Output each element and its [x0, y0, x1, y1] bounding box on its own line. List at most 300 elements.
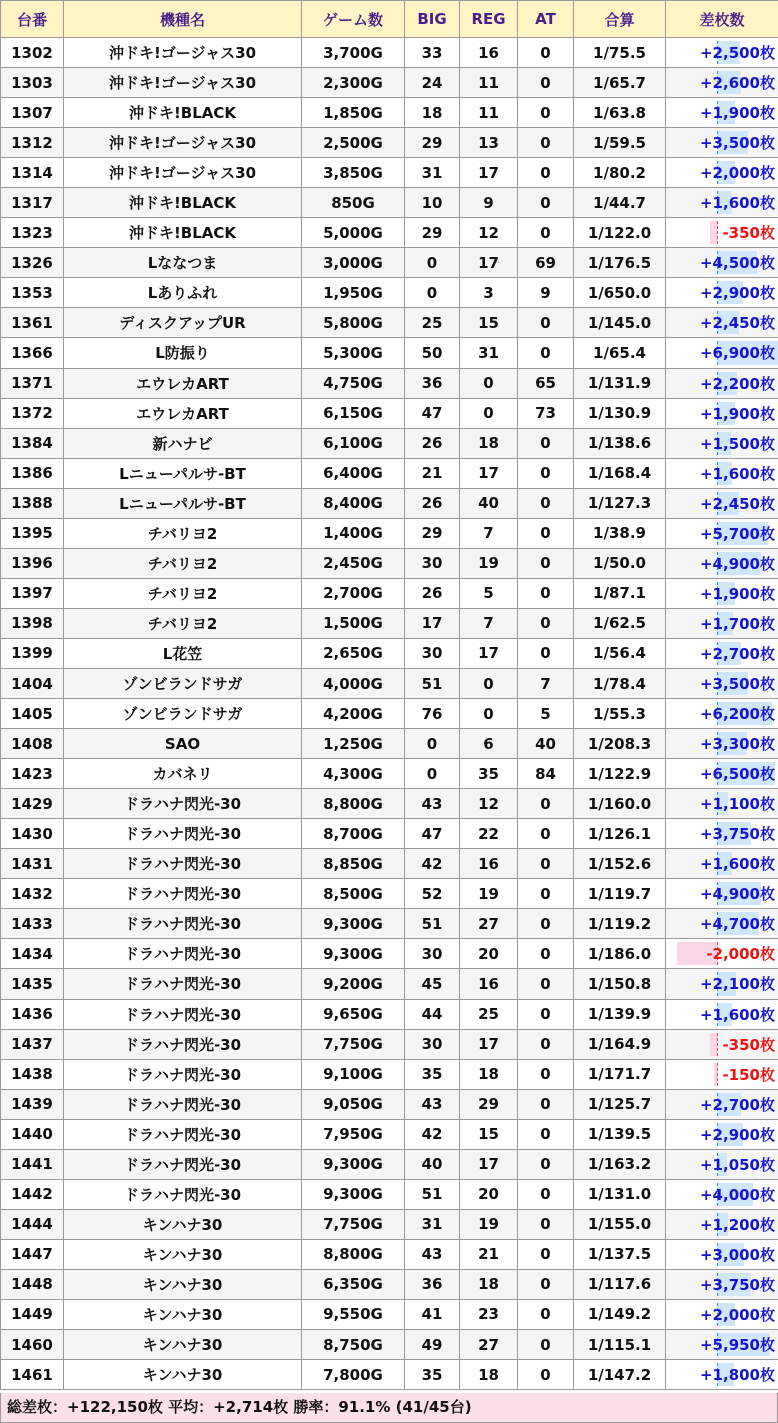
table-row: [1, 1089, 778, 1119]
at-cell: 0: [518, 38, 574, 68]
machine-number-cell: 1431: [1, 849, 64, 879]
combined-cell: 1/115.1: [574, 1330, 666, 1360]
machine-number-cell: 1396: [1, 548, 64, 578]
difference-cell: [666, 458, 778, 488]
combined-cell: 1/650.0: [574, 278, 666, 308]
combined-cell: 1/147.2: [574, 1360, 666, 1390]
difference-value: +2,700枚: [699, 644, 775, 663]
game-count-cell: 8,850G: [302, 849, 405, 879]
difference-cell: [666, 518, 778, 548]
combined-cell: 1/208.3: [574, 729, 666, 759]
combined-cell: 1/137.5: [574, 1239, 666, 1269]
table-row: [1, 909, 778, 939]
header-big: BIG: [405, 1, 460, 38]
difference-cell: [666, 68, 778, 98]
difference-cell: [666, 939, 778, 969]
table-row: [1, 38, 778, 68]
model-name-cell: ドラハナ閃光-30: [64, 909, 302, 939]
table-row: [1, 879, 778, 909]
machine-number-cell: 1434: [1, 939, 64, 969]
machine-number-cell: 1435: [1, 969, 64, 999]
difference-value: +4,700枚: [699, 915, 775, 934]
reg-cell: 0: [460, 668, 518, 698]
big-cell: 76: [405, 699, 460, 729]
machine-number-cell: 1372: [1, 398, 64, 428]
combined-cell: 1/152.6: [574, 849, 666, 879]
table-row: [1, 759, 778, 789]
reg-cell: 29: [460, 1089, 518, 1119]
at-cell: 0: [518, 969, 574, 999]
at-cell: 0: [518, 218, 574, 248]
at-cell: 0: [518, 188, 574, 218]
combined-cell: 1/155.0: [574, 1209, 666, 1239]
reg-cell: 16: [460, 38, 518, 68]
table-row: [1, 338, 778, 368]
at-cell: 0: [518, 1330, 574, 1360]
combined-cell: 1/122.0: [574, 218, 666, 248]
machine-number-cell: 1386: [1, 458, 64, 488]
big-cell: 45: [405, 969, 460, 999]
game-count-cell: 2,700G: [302, 578, 405, 608]
game-count-cell: 3,700G: [302, 38, 405, 68]
machine-number-cell: 1326: [1, 248, 64, 278]
machine-number-cell: 1323: [1, 218, 64, 248]
reg-cell: 18: [460, 428, 518, 458]
combined-cell: 1/139.5: [574, 1119, 666, 1149]
model-name-cell: キンハナ30: [64, 1269, 302, 1299]
reg-cell: 18: [460, 1360, 518, 1390]
difference-value: +2,450枚: [699, 494, 775, 513]
combined-cell: 1/62.5: [574, 608, 666, 638]
difference-cell: [666, 879, 778, 909]
at-cell: 65: [518, 368, 574, 398]
reg-cell: 16: [460, 969, 518, 999]
big-cell: 29: [405, 518, 460, 548]
big-cell: 36: [405, 1269, 460, 1299]
reg-cell: 17: [460, 248, 518, 278]
big-cell: 30: [405, 939, 460, 969]
model-name-cell: ドラハナ閃光-30: [64, 1089, 302, 1119]
at-cell: 69: [518, 248, 574, 278]
difference-value: +1,200枚: [699, 1215, 775, 1234]
reg-cell: 35: [460, 759, 518, 789]
reg-cell: 19: [460, 879, 518, 909]
difference-value: +3,750枚: [699, 825, 775, 844]
reg-cell: 11: [460, 68, 518, 98]
big-cell: 43: [405, 1089, 460, 1119]
machine-number-cell: 1388: [1, 488, 64, 518]
at-cell: 0: [518, 608, 574, 638]
difference-cell: [666, 1269, 778, 1299]
combined-cell: 1/149.2: [574, 1299, 666, 1329]
model-name-cell: Lニューパルサ-BT: [64, 458, 302, 488]
table-row: [1, 218, 778, 248]
difference-cell: [666, 1149, 778, 1179]
game-count-cell: 4,000G: [302, 668, 405, 698]
reg-cell: 0: [460, 398, 518, 428]
reg-cell: 15: [460, 1119, 518, 1149]
difference-cell: [666, 1299, 778, 1329]
model-name-cell: エウレカART: [64, 398, 302, 428]
difference-cell: [666, 578, 778, 608]
big-cell: 51: [405, 668, 460, 698]
table-row: [1, 789, 778, 819]
machine-number-cell: 1433: [1, 909, 64, 939]
big-cell: 30: [405, 1029, 460, 1059]
game-count-cell: 2,450G: [302, 548, 405, 578]
difference-cell: [666, 759, 778, 789]
difference-value: +2,100枚: [699, 975, 775, 994]
model-name-cell: ゾンビランドサガ: [64, 699, 302, 729]
machine-number-cell: 1444: [1, 1209, 64, 1239]
difference-value: +3,300枚: [699, 735, 775, 754]
model-name-cell: 沖ドキ!ゴージャス30: [64, 158, 302, 188]
big-cell: 47: [405, 398, 460, 428]
game-count-cell: 2,500G: [302, 128, 405, 158]
difference-value: +1,900枚: [699, 104, 775, 123]
big-cell: 10: [405, 188, 460, 218]
big-cell: 35: [405, 1059, 460, 1089]
difference-cell: [666, 398, 778, 428]
combined-cell: 1/65.4: [574, 338, 666, 368]
reg-cell: 12: [460, 218, 518, 248]
difference-cell: [666, 849, 778, 879]
difference-cell: [666, 248, 778, 278]
difference-value: +1,100枚: [699, 795, 775, 814]
difference-value: -150枚: [722, 1065, 775, 1084]
at-cell: 0: [518, 458, 574, 488]
difference-value: +3,750枚: [699, 1275, 775, 1294]
machine-number-cell: 1437: [1, 1029, 64, 1059]
difference-value: +2,450枚: [699, 314, 775, 333]
big-cell: 21: [405, 458, 460, 488]
difference-value: +3,500枚: [699, 675, 775, 693]
machine-number-cell: 1314: [1, 158, 64, 188]
reg-cell: 7: [460, 608, 518, 638]
difference-value: +1,900枚: [699, 584, 775, 603]
difference-value: +1,600枚: [699, 1005, 775, 1024]
game-count-cell: 4,200G: [302, 699, 405, 729]
combined-cell: 1/126.1: [574, 819, 666, 849]
difference-value: +6,900枚: [699, 344, 775, 363]
difference-cell: [666, 188, 778, 218]
big-cell: 30: [405, 638, 460, 668]
big-cell: 43: [405, 1239, 460, 1269]
table-row: [1, 1360, 778, 1390]
big-cell: 31: [405, 1209, 460, 1239]
table-row: [1, 1299, 778, 1329]
difference-cell: [666, 308, 778, 338]
difference-cell: [666, 1239, 778, 1269]
difference-value: +1,700枚: [699, 614, 775, 633]
difference-cell: [666, 1330, 778, 1360]
machine-number-cell: 1460: [1, 1330, 64, 1360]
table-row: [1, 1119, 778, 1149]
model-name-cell: チバリヨ2: [64, 548, 302, 578]
combined-cell: 1/119.2: [574, 909, 666, 939]
combined-cell: 1/65.7: [574, 68, 666, 98]
model-name-cell: ドラハナ閃光-30: [64, 999, 302, 1029]
difference-cell: [666, 338, 778, 368]
model-name-cell: Lありふれ: [64, 278, 302, 308]
machine-number-cell: 1408: [1, 729, 64, 759]
combined-cell: 1/160.0: [574, 789, 666, 819]
at-cell: 0: [518, 1119, 574, 1149]
model-name-cell: 沖ドキ!BLACK: [64, 98, 302, 128]
table-row: [1, 819, 778, 849]
reg-cell: 17: [460, 458, 518, 488]
reg-cell: 7: [460, 518, 518, 548]
difference-value: +2,000枚: [699, 1305, 775, 1324]
reg-cell: 27: [460, 909, 518, 939]
difference-value: +3,500枚: [699, 134, 775, 153]
machine-number-cell: 1442: [1, 1179, 64, 1209]
big-cell: 36: [405, 368, 460, 398]
combined-cell: 1/63.8: [574, 98, 666, 128]
game-count-cell: 4,300G: [302, 759, 405, 789]
difference-cell: [666, 1059, 778, 1089]
table-header-row: [1, 1, 778, 38]
game-count-cell: 5,300G: [302, 338, 405, 368]
model-name-cell: ドラハナ閃光-30: [64, 1029, 302, 1059]
model-name-cell: 沖ドキ!BLACK: [64, 188, 302, 218]
table-row: [1, 128, 778, 158]
game-count-cell: 8,800G: [302, 789, 405, 819]
combined-cell: 1/125.7: [574, 1089, 666, 1119]
table-row: [1, 1059, 778, 1089]
at-cell: 73: [518, 398, 574, 428]
machine-number-cell: 1432: [1, 879, 64, 909]
game-count-cell: 1,850G: [302, 98, 405, 128]
machine-number-cell: 1405: [1, 699, 64, 729]
at-cell: 0: [518, 488, 574, 518]
machine-number-cell: 1449: [1, 1299, 64, 1329]
machine-number-cell: 1423: [1, 759, 64, 789]
combined-cell: 1/176.5: [574, 248, 666, 278]
machine-number-cell: 1361: [1, 308, 64, 338]
big-cell: 29: [405, 128, 460, 158]
game-count-cell: 9,100G: [302, 1059, 405, 1089]
table-row: [1, 729, 778, 759]
difference-cell: [666, 729, 778, 759]
at-cell: 0: [518, 1179, 574, 1209]
difference-value: +1,050枚: [699, 1155, 775, 1174]
big-cell: 33: [405, 38, 460, 68]
game-count-cell: 9,300G: [302, 909, 405, 939]
game-count-cell: 6,350G: [302, 1269, 405, 1299]
difference-cell: [666, 789, 778, 819]
game-count-cell: 9,200G: [302, 969, 405, 999]
difference-cell: [666, 608, 778, 638]
difference-value: +4,900枚: [699, 554, 775, 573]
reg-cell: 17: [460, 1149, 518, 1179]
machine-number-cell: 1440: [1, 1119, 64, 1149]
combined-cell: 1/122.9: [574, 759, 666, 789]
difference-value: -350枚: [722, 1035, 775, 1054]
machine-number-cell: 1366: [1, 338, 64, 368]
model-name-cell: ドラハナ閃光-30: [64, 939, 302, 969]
difference-value: +5,950枚: [699, 1336, 775, 1355]
model-name-cell: チバリヨ2: [64, 608, 302, 638]
table-row: [1, 849, 778, 879]
at-cell: 0: [518, 158, 574, 188]
model-name-cell: ゾンビランドサガ: [64, 668, 302, 698]
machine-number-cell: 1399: [1, 638, 64, 668]
big-cell: 47: [405, 819, 460, 849]
big-cell: 29: [405, 218, 460, 248]
difference-value: +2,600枚: [699, 74, 775, 93]
model-name-cell: キンハナ30: [64, 1360, 302, 1390]
game-count-cell: 5,800G: [302, 308, 405, 338]
difference-value: +6,200枚: [699, 705, 775, 724]
header-at: AT: [518, 1, 574, 38]
game-count-cell: 1,950G: [302, 278, 405, 308]
combined-cell: 1/138.6: [574, 428, 666, 458]
model-name-cell: キンハナ30: [64, 1239, 302, 1269]
header-difference: 差枚数: [666, 1, 778, 38]
difference-value: +1,800枚: [699, 1366, 775, 1385]
big-cell: 17: [405, 608, 460, 638]
at-cell: 0: [518, 338, 574, 368]
difference-cell: [666, 38, 778, 68]
combined-cell: 1/59.5: [574, 128, 666, 158]
model-name-cell: キンハナ30: [64, 1330, 302, 1360]
combined-cell: 1/163.2: [574, 1149, 666, 1179]
at-cell: 0: [518, 819, 574, 849]
table-row: [1, 999, 778, 1029]
reg-cell: 17: [460, 638, 518, 668]
reg-cell: 15: [460, 308, 518, 338]
header-game-count: ゲーム数: [302, 1, 405, 38]
game-count-cell: 8,700G: [302, 819, 405, 849]
machine-number-cell: 1439: [1, 1089, 64, 1119]
game-count-cell: 6,100G: [302, 428, 405, 458]
table-row: [1, 1149, 778, 1179]
difference-value: +2,900枚: [699, 284, 775, 303]
machine-number-cell: 1448: [1, 1269, 64, 1299]
model-name-cell: Lニューパルサ-BT: [64, 488, 302, 518]
game-count-cell: 3,850G: [302, 158, 405, 188]
combined-cell: 1/150.8: [574, 969, 666, 999]
combined-cell: 1/78.4: [574, 668, 666, 698]
big-cell: 51: [405, 1179, 460, 1209]
at-cell: 0: [518, 939, 574, 969]
reg-cell: 31: [460, 338, 518, 368]
model-name-cell: ドラハナ閃光-30: [64, 969, 302, 999]
header-reg: REG: [460, 1, 518, 38]
combined-cell: 1/44.7: [574, 188, 666, 218]
big-cell: 42: [405, 1119, 460, 1149]
model-name-cell: キンハナ30: [64, 1209, 302, 1239]
difference-cell: [666, 668, 778, 698]
machine-number-cell: 1429: [1, 789, 64, 819]
reg-cell: 23: [460, 1299, 518, 1329]
model-name-cell: 新ハナビ: [64, 428, 302, 458]
at-cell: 0: [518, 1089, 574, 1119]
table-row: [1, 488, 778, 518]
difference-value: -350枚: [722, 224, 775, 243]
model-name-cell: チバリヨ2: [64, 518, 302, 548]
machine-number-cell: 1303: [1, 68, 64, 98]
at-cell: 0: [518, 1059, 574, 1089]
reg-cell: 21: [460, 1239, 518, 1269]
machine-number-cell: 1441: [1, 1149, 64, 1179]
reg-cell: 17: [460, 158, 518, 188]
game-count-cell: 850G: [302, 188, 405, 218]
big-cell: 41: [405, 1299, 460, 1329]
table-row: [1, 518, 778, 548]
reg-cell: 0: [460, 368, 518, 398]
table-row: [1, 1209, 778, 1239]
difference-value: +1,600枚: [699, 855, 775, 874]
difference-value: +3,000枚: [699, 1245, 775, 1264]
reg-cell: 40: [460, 488, 518, 518]
at-cell: 84: [518, 759, 574, 789]
big-cell: 0: [405, 729, 460, 759]
game-count-cell: 9,050G: [302, 1089, 405, 1119]
at-cell: 0: [518, 1239, 574, 1269]
big-cell: 43: [405, 789, 460, 819]
table-row: [1, 68, 778, 98]
game-count-cell: 1,250G: [302, 729, 405, 759]
big-cell: 40: [405, 1149, 460, 1179]
table-row: [1, 458, 778, 488]
big-cell: 0: [405, 248, 460, 278]
header-model-name: 機種名: [64, 1, 302, 38]
combined-cell: 1/56.4: [574, 638, 666, 668]
big-cell: 26: [405, 428, 460, 458]
game-count-cell: 9,650G: [302, 999, 405, 1029]
difference-cell: [666, 488, 778, 518]
big-cell: 18: [405, 98, 460, 128]
at-cell: 0: [518, 518, 574, 548]
combined-cell: 1/80.2: [574, 158, 666, 188]
difference-cell: [666, 1360, 778, 1390]
at-cell: 5: [518, 699, 574, 729]
table-row: [1, 969, 778, 999]
machine-number-cell: 1317: [1, 188, 64, 218]
difference-value: +1,600枚: [699, 464, 775, 483]
combined-cell: 1/164.9: [574, 1029, 666, 1059]
machine-number-cell: 1384: [1, 428, 64, 458]
machine-number-cell: 1353: [1, 278, 64, 308]
game-count-cell: 8,800G: [302, 1239, 405, 1269]
model-name-cell: ドラハナ閃光-30: [64, 789, 302, 819]
table-row: [1, 278, 778, 308]
header-combined: 合算: [574, 1, 666, 38]
table-row: [1, 668, 778, 698]
at-cell: 0: [518, 548, 574, 578]
machine-number-cell: 1438: [1, 1059, 64, 1089]
difference-bar: [710, 221, 718, 244]
table-body: [1, 38, 778, 1390]
big-cell: 44: [405, 999, 460, 1029]
model-name-cell: ドラハナ閃光-30: [64, 1119, 302, 1149]
difference-value: +1,500枚: [699, 434, 775, 453]
difference-cell: [666, 1029, 778, 1059]
difference-cell: [666, 969, 778, 999]
combined-cell: 1/145.0: [574, 308, 666, 338]
difference-value: +4,900枚: [699, 885, 775, 904]
difference-cell: [666, 1179, 778, 1209]
combined-cell: 1/130.9: [574, 398, 666, 428]
difference-value: +2,000枚: [699, 164, 775, 183]
difference-value: +1,600枚: [699, 194, 775, 213]
combined-cell: 1/127.3: [574, 488, 666, 518]
reg-cell: 11: [460, 98, 518, 128]
at-cell: 0: [518, 1029, 574, 1059]
difference-value: +2,500枚: [699, 44, 775, 63]
